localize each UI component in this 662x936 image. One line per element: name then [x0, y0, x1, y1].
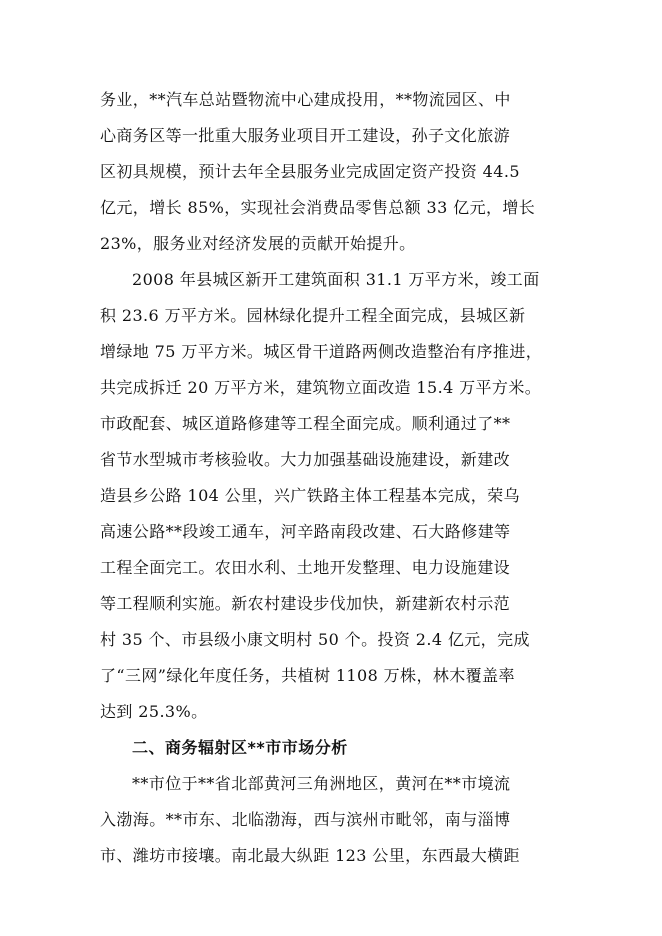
text-line: 2008 年县城区新开工建筑面积 31.1 万平方米，竣工面: [132, 270, 540, 289]
text-line: 市政配套、城区道路修建等工程全面完成。顺利通过了**: [100, 414, 511, 433]
text-line: 造县乡公路 104 公里，兴广铁路主体工程基本完成，荣乌: [100, 486, 520, 505]
text-line: 等工程顺利实施。新农村建设步伐加快，新建新农村示范: [100, 594, 511, 613]
text-line: 市、潍坊市接壤。南北最大纵距 123 公里，东西最大横距: [100, 846, 520, 865]
text-line: 了“三网”绿化年度任务，共植树 1108 万株，林木覆盖率: [100, 666, 515, 685]
text-line: 省节水型城市考核验收。大力加强基础设施建设，新建改: [100, 450, 511, 469]
text-line: **市位于**省北部黄河三角洲地区，黄河在**市境流: [132, 774, 511, 793]
text-line: 共完成拆迁 20 万平方米，建筑物立面改造 15.4 万平方米。: [100, 378, 542, 397]
text-line: 心商务区等一批重大服务业项目开工建设，孙子文化旅游: [100, 126, 511, 145]
text-line: 村 35 个、市县级小康文明村 50 个。投资 2.4 亿元，完成: [100, 630, 530, 649]
text-line: 积 23.6 万平方米。园林绿化提升工程全面完成，县城区新: [100, 306, 526, 325]
text-line: 入渤海。**市东、北临渤海，西与滨州市毗邻，南与淄博: [100, 810, 511, 829]
text-line: 区初具规模，预计去年全县服务业完成固定资产投资 44.5: [100, 162, 520, 181]
text-line: 23%，服务业对经济发展的贡献开始提升。: [100, 234, 416, 253]
text-line: 增绿地 75 万平方米。城区骨干道路两侧改造整治有序推进，: [100, 342, 543, 361]
text-line: 达到 25.3%。: [100, 702, 208, 721]
text-line: 亿元，增长 85%，实现社会消费品零售总额 33 亿元，增长: [100, 198, 536, 217]
text-line: 务业，**汽车总站暨物流中心建成投用，**物流园区、中: [100, 90, 511, 109]
section-heading: 二、商务辐射区**市市场分析: [132, 738, 348, 757]
text-line: 工程全面完工。农田水利、土地开发整理、电力设施建设: [100, 558, 511, 577]
text-line: 高速公路**段竣工通车，河辛路南段改建、石大路修建等: [100, 522, 511, 541]
